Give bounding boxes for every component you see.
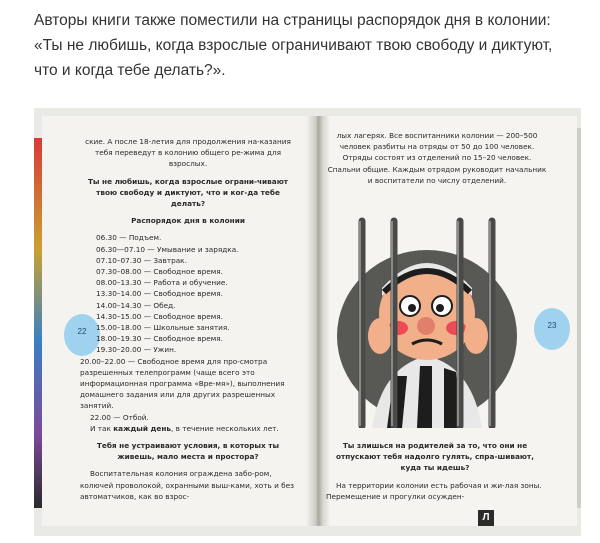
book-photo [34, 108, 581, 536]
page-number-left-label: 22 [77, 327, 87, 336]
left-para-3: Воспитательная колония ограждена забо-ром, колючей проволокой, охранными выш-ками, хоть и без автоматчиков, как во взрос- [80, 469, 295, 501]
schedule-item: 08.00–13.30 — Работа и обучение. [96, 278, 228, 288]
right-lower-text [326, 440, 544, 502]
book-edge-right [577, 128, 581, 508]
every-day-bold: каждый день [113, 423, 172, 433]
left-para-2: 20.00–22.00 — Свободное время для про-смотра разрешенных телепрограмм (чаще всего это информационная программа «Вре-мя»), выполнения домашнего задания или для других разрешенных занятий. [80, 356, 285, 411]
left-question-2: Тебя не устраивают условия, в которых ты живешь, мало места и простора? [96, 441, 280, 462]
prisoner-illustration-icon [332, 216, 522, 428]
every-day-line [80, 423, 296, 434]
publisher-logo: Л [478, 510, 494, 526]
page-number-right [534, 308, 570, 350]
schedule-item: 06.30—07.10 — Умывание и зарядка. [96, 244, 239, 254]
schedule-item: 06.30 — Подъем. [96, 233, 162, 243]
right-question: Ты злишься на родителей за то, что они не отпускают тебя надолго гулять, спра-шивают, куда ты идешь? [336, 441, 534, 473]
schedule-item: 13.30–14.00 — Свободное время. [96, 289, 223, 299]
every-day-post: , в течение нескольких лет. [171, 423, 279, 433]
intro-paragraph: Авторы книги также поместили на страницы распорядок дня в колонии: «Ты не любишь, когда взрослые ограничивают твою свободу и диктуют, что и когда тебе делать?». [34, 12, 553, 79]
schedule-item: 07.30–08.00 — Свободное время. [96, 267, 223, 277]
schedule-list [80, 232, 296, 355]
schedule-item: 15.00–18.00 — Школьные занятия. [96, 323, 230, 333]
left-page-text [80, 136, 296, 502]
left-question-1: Ты не любишь, когда взрослые ограни-чивают твою свободу и диктуют, что и ког-да тебе делать? [87, 176, 289, 209]
right-para-2: На территории колонии есть рабочая и жи-лая зоны. Перемещение и прогулки осужден- [326, 480, 542, 501]
right-para-1: лых лагерях. Все воспитанники колонии — 200–500 человек разбиты на отряды от 50 до 100 человек. Отряды состоят из отделений по 15–20 человек. Спальни общие. Каждым отрядом руководит начальник и воспитатели по числу отделений. [327, 131, 547, 185]
schedule-item: 14.30–15.00 — Свободное время. [96, 311, 223, 321]
page-number-right-label: 23 [547, 321, 557, 330]
lights-out: 22.00 — Отбой. [90, 412, 149, 422]
every-day-pre: И так [90, 423, 114, 433]
schedule-title: Распорядок дня в колонии [131, 216, 245, 226]
schedule-item: 18.00–19.30 — Свободное время. [96, 334, 223, 344]
book-edge-colored [34, 138, 42, 508]
schedule-item: 19.30–20.00 — Ужин. [96, 345, 177, 355]
schedule-item: 14.00–14.30 — Обед. [96, 300, 176, 310]
schedule-item: 07.10–07.30 — Завтрак. [96, 255, 187, 265]
left-para-1: ские. А после 18-летия для продолжения на-казания тебя переведут в колонию общего ре-жима для взрослых. [85, 137, 291, 169]
